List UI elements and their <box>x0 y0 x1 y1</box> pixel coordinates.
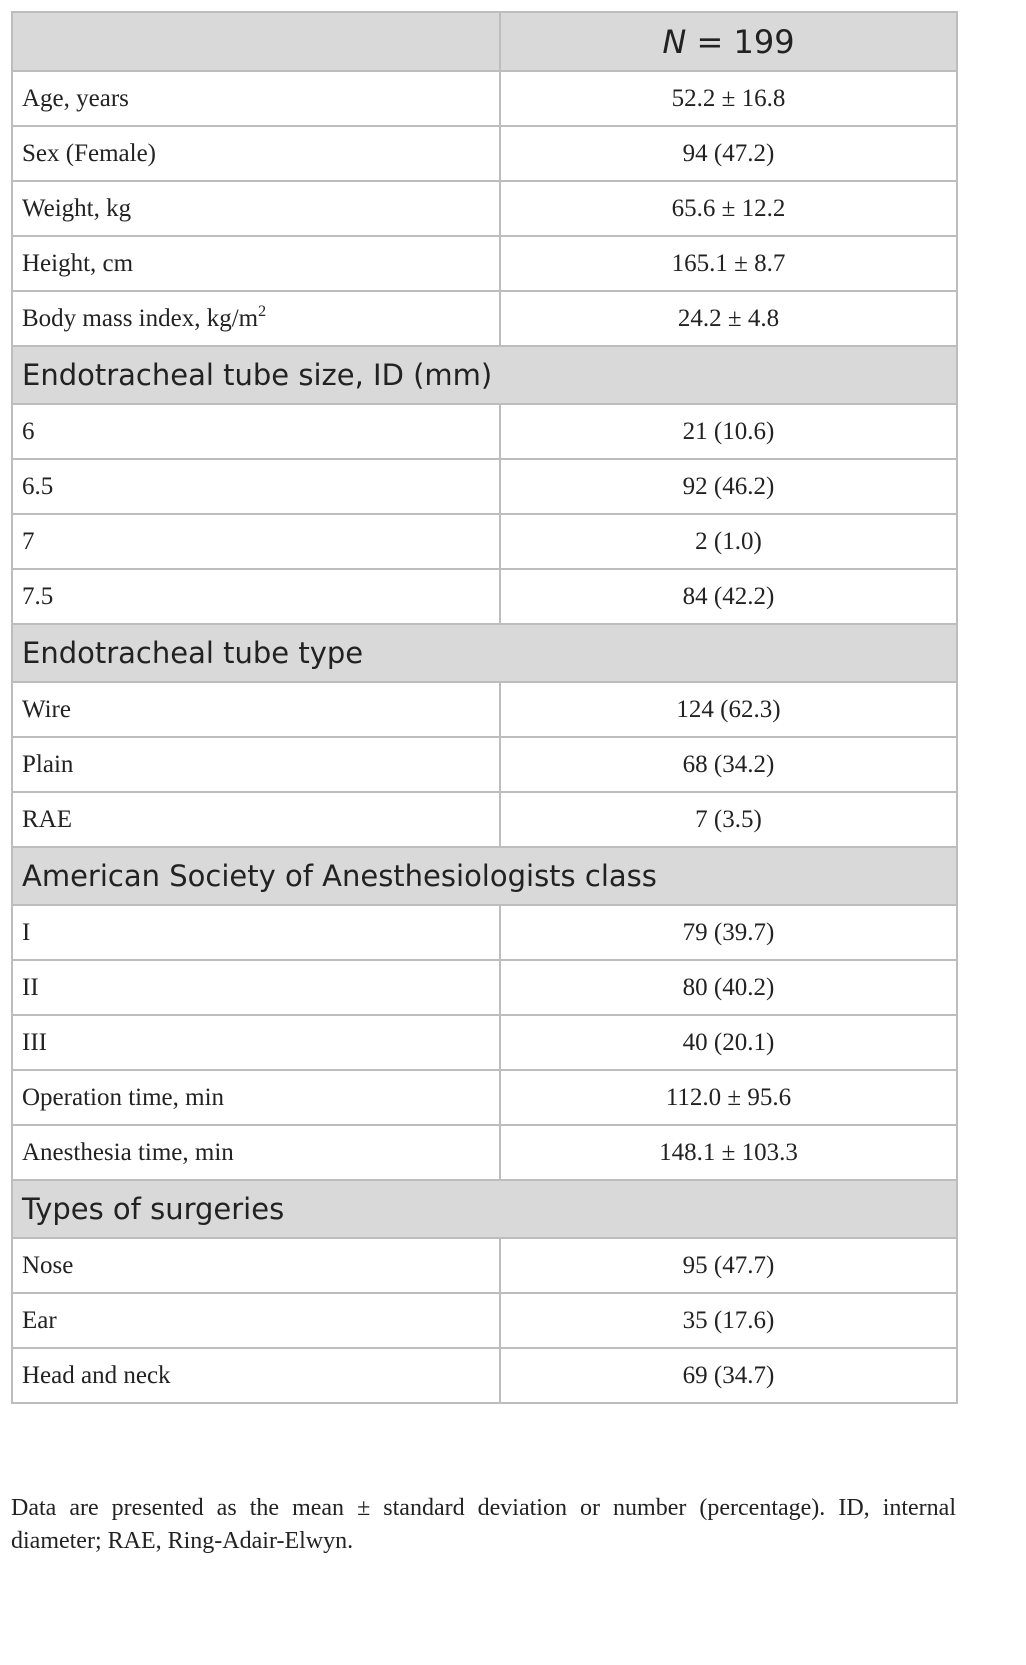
table-row <box>12 1293 957 1348</box>
table-footnote: Data are presented as the mean ± standard deviation or number (percentage). ID, internal diameter; RAE, Ring-Adair-Elwyn. <box>11 1495 956 1554</box>
row-label-text: 7.5 <box>22 582 54 610</box>
row-label <box>12 792 500 847</box>
row-label-text: Plain <box>22 750 74 778</box>
table-row <box>12 1070 957 1125</box>
row-value: 68 (34.2) <box>500 737 957 792</box>
table-row <box>12 236 957 291</box>
header-sample-size <box>500 12 957 71</box>
row-value: 84 (42.2) <box>500 569 957 624</box>
row-label-text: Wire <box>22 695 71 723</box>
row-label-text: Anesthesia time, min <box>22 1138 234 1166</box>
row-value: 95 (47.7) <box>500 1238 957 1293</box>
table-row <box>12 1015 957 1070</box>
row-value: 112.0 ± 95.6 <box>500 1070 957 1125</box>
row-label-text: 6.5 <box>22 472 54 500</box>
row-value: 40 (20.1) <box>500 1015 957 1070</box>
row-label <box>12 459 500 514</box>
row-value: 80 (40.2) <box>500 960 957 1015</box>
row-label-text: RAE <box>22 805 72 833</box>
table-row <box>12 682 957 737</box>
row-label <box>12 1348 500 1403</box>
characteristics-table-container <box>11 11 956 1404</box>
row-label-text: Ear <box>22 1306 57 1334</box>
row-value: 2 (1.0) <box>500 514 957 569</box>
row-label <box>12 569 500 624</box>
header-n-value: = 199 <box>686 22 795 61</box>
section-header-row <box>12 346 957 404</box>
row-label <box>12 1238 500 1293</box>
section-header-label: Endotracheal tube type <box>12 624 957 682</box>
row-label-text: III <box>22 1028 47 1056</box>
row-value: 69 (34.7) <box>500 1348 957 1403</box>
section-header-row <box>12 624 957 682</box>
section-header-row <box>12 1180 957 1238</box>
row-label <box>12 181 500 236</box>
row-value: 21 (10.6) <box>500 404 957 459</box>
row-label-text: Age, years <box>22 84 129 112</box>
row-value: 165.1 ± 8.7 <box>500 236 957 291</box>
row-label-text: Body mass index, kg/m <box>22 304 259 332</box>
table-row <box>12 1238 957 1293</box>
table-row <box>12 404 957 459</box>
table-row <box>12 905 957 960</box>
row-value: 24.2 ± 4.8 <box>500 291 957 346</box>
table-header-row <box>12 12 957 71</box>
row-label <box>12 960 500 1015</box>
section-header-label: Endotracheal tube size, ID (mm) <box>12 346 957 404</box>
table-row <box>12 71 957 126</box>
section-header-row <box>12 847 957 905</box>
row-label-text: Sex (Female) <box>22 139 156 167</box>
row-label <box>12 1070 500 1125</box>
row-value: 65.6 ± 12.2 <box>500 181 957 236</box>
row-label <box>12 291 500 346</box>
table-row <box>12 1348 957 1403</box>
row-value: 148.1 ± 103.3 <box>500 1125 957 1180</box>
row-value: 79 (39.7) <box>500 905 957 960</box>
row-value: 92 (46.2) <box>500 459 957 514</box>
patient-characteristics-table <box>11 11 958 1404</box>
table-row <box>12 459 957 514</box>
row-label <box>12 682 500 737</box>
row-value: 7 (3.5) <box>500 792 957 847</box>
table-body <box>12 71 957 1403</box>
row-label <box>12 1293 500 1348</box>
table-row <box>12 181 957 236</box>
table-row <box>12 960 957 1015</box>
row-label-text: Height, cm <box>22 249 134 277</box>
row-label-text: 7 <box>22 527 35 555</box>
row-label-text: I <box>22 918 31 946</box>
row-value: 35 (17.6) <box>500 1293 957 1348</box>
row-value: 52.2 ± 16.8 <box>500 71 957 126</box>
row-label <box>12 236 500 291</box>
row-value: 124 (62.3) <box>500 682 957 737</box>
row-label-text: Head and neck <box>22 1361 171 1389</box>
row-label-text: 6 <box>22 417 35 445</box>
row-label-superscript: 2 <box>258 302 267 320</box>
section-header-label: Types of surgeries <box>12 1180 957 1238</box>
table-row <box>12 737 957 792</box>
table-row <box>12 569 957 624</box>
row-label <box>12 1125 500 1180</box>
row-label-text: II <box>22 973 39 1001</box>
row-label <box>12 1015 500 1070</box>
table-row <box>12 291 957 346</box>
table-row <box>12 126 957 181</box>
row-label <box>12 126 500 181</box>
row-label <box>12 905 500 960</box>
row-label <box>12 737 500 792</box>
section-header-label: American Society of Anesthesiologists class <box>12 847 957 905</box>
row-label <box>12 404 500 459</box>
row-label-text: Weight, kg <box>22 194 132 222</box>
header-n-symbol: N <box>662 22 687 61</box>
row-label <box>12 71 500 126</box>
row-label <box>12 514 500 569</box>
table-row <box>12 514 957 569</box>
row-label-text: Operation time, min <box>22 1083 225 1111</box>
header-blank-cell <box>12 12 500 71</box>
row-label-text: Nose <box>22 1251 74 1279</box>
row-value: 94 (47.2) <box>500 126 957 181</box>
table-row <box>12 792 957 847</box>
table-row <box>12 1125 957 1180</box>
